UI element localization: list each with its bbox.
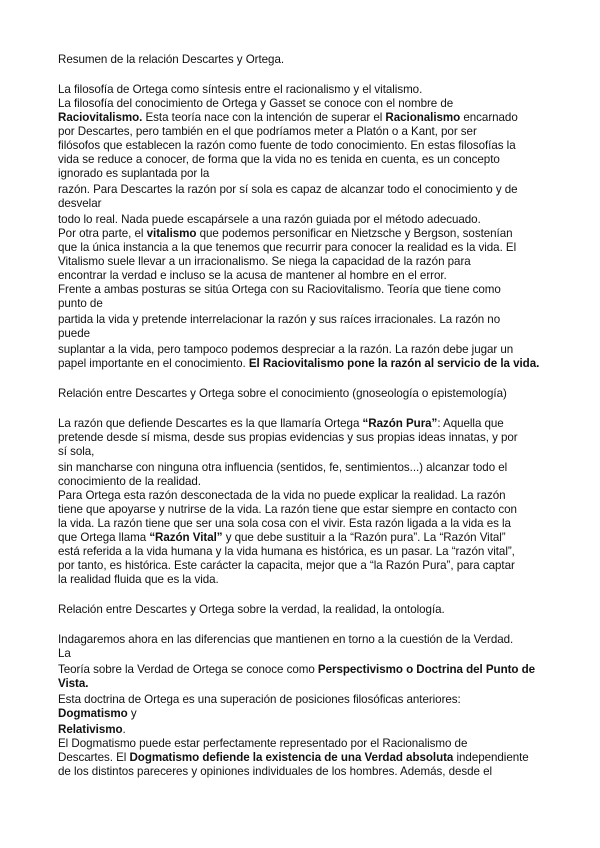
text-line — [58, 125, 548, 139]
bold-text: “Razón Pura” — [362, 417, 438, 430]
text-line — [58, 227, 548, 241]
text-line — [58, 313, 548, 327]
text-line — [58, 53, 548, 67]
text-line — [58, 197, 548, 211]
text-line — [58, 737, 548, 751]
text-segment: de los distintos pareceres y opiniones individuales de los hombres. Además, desde el — [58, 765, 493, 778]
text-line — [58, 241, 548, 255]
text-line — [58, 489, 548, 503]
text-line — [58, 461, 548, 475]
text-segment: : Aquella que — [437, 417, 504, 430]
text-segment: Relación entre Descartes y Ortega sobre la verdad, la realidad, la ontología. — [58, 603, 445, 616]
text-segment: vida se reduce a conocer, de forma que la vida no es tenida en cuenta, es un concepto — [58, 153, 500, 166]
text-segment: desvelar — [58, 197, 102, 210]
text-line — [58, 707, 548, 721]
text-line — [58, 387, 548, 401]
text-line — [58, 297, 548, 311]
text-line — [58, 83, 548, 97]
text-line — [58, 417, 548, 431]
text-segment: filósofos que establecen la razón como fuente de todo conocimiento. En estas filosofías la — [58, 139, 516, 152]
bold-text: El Raciovitalismo pone la razón al servicio de la vida. — [248, 357, 540, 370]
text-line — [58, 139, 548, 153]
text-line — [58, 445, 548, 459]
text-segment: pretende desde sí misma, desde sus propias evidencias y sus propias ideas innatas, y por — [58, 431, 518, 444]
text-segment: la vida. La razón tiene que ser una sola cosa con el vivir. Esta razón ligada a la vida es la — [58, 517, 511, 530]
text-line — [58, 327, 548, 341]
text-segment: Esta teoría nace con la intención de superar el — [142, 111, 386, 124]
text-segment: conocimiento de la realidad. — [58, 475, 201, 488]
text-segment: razón. Para Descartes la razón por sí sola es capaz de alcanzar todo el conocimiento y de — [58, 183, 518, 196]
bold-text: Racionalismo — [385, 111, 461, 124]
text-line — [58, 503, 548, 517]
text-segment: El Dogmatismo puede estar perfectamente representado por el Racionalismo de — [58, 737, 468, 750]
text-line — [58, 255, 548, 269]
text-segment: Esta doctrina de Ortega es una superación de posiciones filosóficas anteriores: — [58, 693, 461, 706]
text-segment: que la única instancia a la que tenemos que recurrir para conocer la realidad es la vida. El — [58, 241, 517, 254]
bold-text: Dogmatismo defiende la existencia de una Verdad absoluta — [129, 751, 454, 764]
text-segment: puede — [58, 327, 90, 340]
text-segment: que podemos personificar en Nietzsche y Bergson, sostenían — [196, 227, 513, 240]
text-line — [58, 647, 548, 661]
text-line — [58, 517, 548, 531]
text-segment: Vitalismo suele llevar a un irracionalismo. Se niega la capacidad de la razón para — [58, 255, 471, 268]
text-segment: La filosofía del conocimiento de Ortega y Gasset se conoce con el nombre de — [58, 97, 454, 110]
text-segment: todo lo real. Nada puede escapársele a una razón guiada por el método adecuado. — [58, 213, 481, 226]
text-line — [58, 531, 548, 545]
text-segment: suplantar a la vida, pero tampoco podemos despreciar a la razón. La razón debe jugar un — [58, 343, 514, 356]
text-line — [58, 663, 548, 677]
text-line — [58, 693, 548, 707]
text-line — [58, 111, 548, 125]
text-segment: papel importante en el conocimiento. — [58, 357, 249, 370]
text-segment: punto de — [58, 297, 103, 310]
bold-text: Dogmatismo — [58, 707, 128, 720]
text-line — [58, 751, 548, 765]
text-line — [58, 343, 548, 357]
text-segment: . — [122, 723, 126, 736]
bold-text: “Razón Vital” — [149, 531, 223, 544]
text-segment: la realidad fluida que es la vida. — [58, 573, 219, 586]
text-line — [58, 559, 548, 573]
bold-text: Perspectivismo o Doctrina del Punto de — [317, 663, 536, 676]
text-segment: Por otra parte, el — [58, 227, 147, 240]
text-segment: por tanto, es histórica. Este carácter la capacita, mejor que a “la Razón Pura”, para captar — [58, 559, 515, 572]
text-segment: La — [58, 647, 71, 660]
text-line — [58, 603, 548, 617]
bold-text: Relativismo — [58, 723, 123, 736]
bold-text: Raciovitalismo. — [58, 111, 143, 124]
text-segment: Descartes. El — [58, 751, 130, 764]
text-segment: ignorado es suplantada por la — [58, 167, 210, 180]
text-segment: Relación entre Descartes y Ortega sobre el conocimiento (gnoseología o epistemología) — [58, 387, 507, 400]
text-segment: partida la vida y pretende interrelacionar la razón y sus raíces irracionales. La razón no — [58, 313, 501, 326]
text-segment: La razón que defiende Descartes es la que llamaría Ortega — [58, 417, 363, 430]
text-segment: sí sola, — [58, 445, 95, 458]
text-segment: encontrar la verdad e incluso se la acusa de mantener al hombre en el error. — [58, 269, 447, 282]
text-line — [58, 545, 548, 559]
text-line — [58, 153, 548, 167]
text-segment: Resumen de la relación Descartes y Ortega. — [58, 53, 285, 66]
text-line — [58, 475, 548, 489]
text-segment: sin mancharse con ninguna otra influencia (sentidos, fe, sentimientos...) alcanzar todo el — [58, 461, 508, 474]
text-line — [58, 213, 548, 227]
text-segment: La filosofía de Ortega como síntesis entre el racionalismo y el vitalismo. — [58, 83, 423, 96]
text-line — [58, 431, 548, 445]
text-segment: que Ortega llama — [58, 531, 150, 544]
text-segment: Teoría sobre la Verdad de Ortega se conoce como — [58, 663, 318, 676]
bold-text: Vista. — [58, 677, 89, 690]
text-segment: por Descartes, pero también en el que podríamos meter a Platón o a Kant, por ser — [58, 125, 477, 138]
text-line — [58, 633, 548, 647]
text-segment: Indagaremos ahora en las diferencias que mantienen en torno a la cuestión de la Verdad. — [58, 633, 514, 646]
text-line — [58, 573, 548, 587]
text-segment: y que debe sustituir a la “Razón pura”. La “Razón Vital” — [222, 531, 506, 544]
text-line — [58, 677, 548, 691]
text-segment: tiene que apoyarse y nutrirse de la vida. La razón tiene que estar siempre en contacto con — [58, 503, 517, 516]
text-segment: Para Ortega esta razón desconectada de la vida no puede explicar la realidad. La razón — [58, 489, 506, 502]
text-line — [58, 167, 548, 181]
text-segment: encarnado — [460, 111, 518, 124]
text-segment: y — [127, 707, 137, 720]
text-line — [58, 765, 548, 779]
text-line — [58, 183, 548, 197]
text-line — [58, 357, 548, 371]
text-segment: está referida a la vida humana y la vida humana es histórica, es un pasar. La “razón vital”, — [58, 545, 515, 558]
text-line — [58, 97, 548, 111]
text-line — [58, 269, 548, 283]
text-line — [58, 283, 548, 297]
text-line — [58, 723, 548, 737]
text-segment: independiente — [453, 751, 529, 764]
bold-text: vitalismo — [146, 227, 197, 240]
text-segment: Frente a ambas posturas se sitúa Ortega con su Raciovitalismo. Teoría que tiene como — [58, 283, 501, 296]
